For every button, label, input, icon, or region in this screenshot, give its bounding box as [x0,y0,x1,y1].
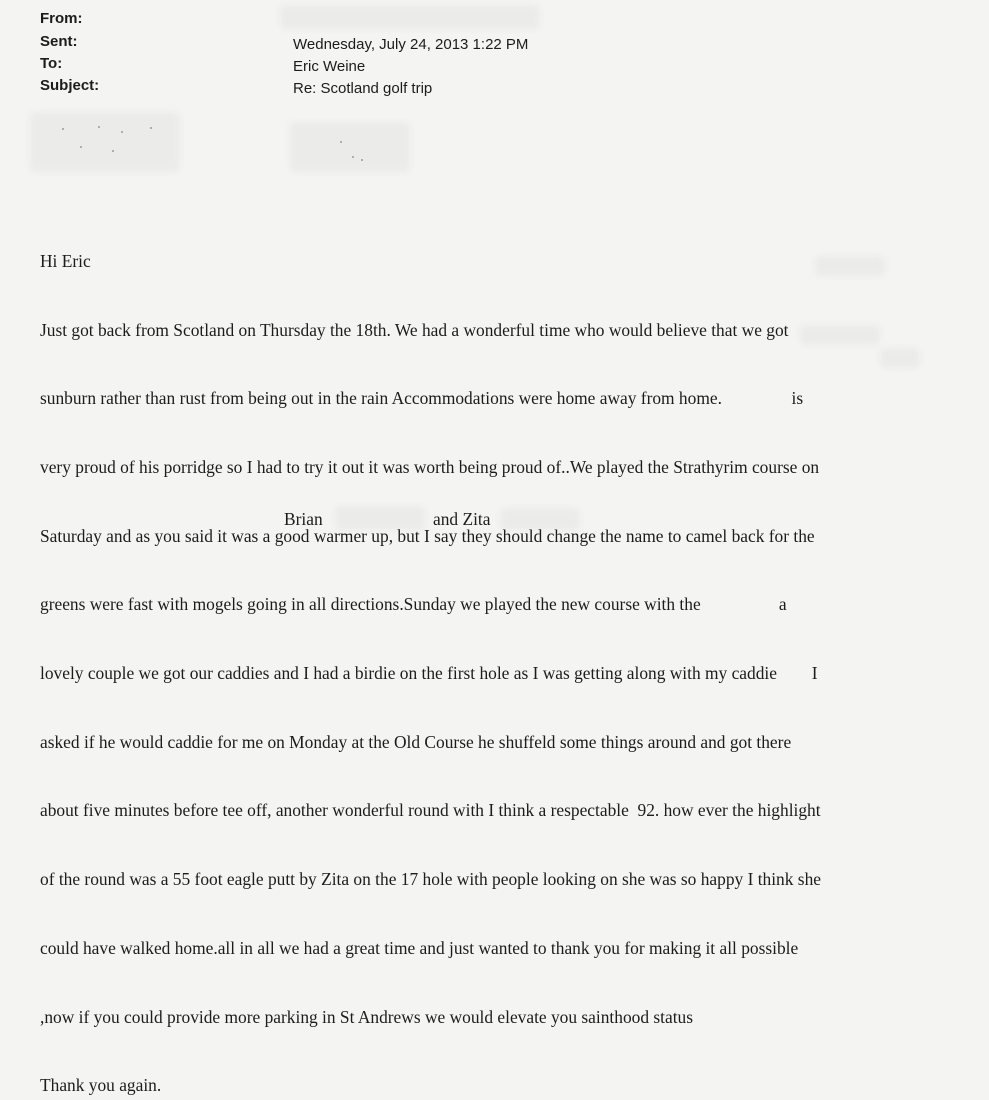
signature-second-name: and Zita [433,509,491,529]
body-line: very proud of his porridge so I had to try it out it was worth being proud of..We played the Strathyrim course on [40,456,820,477]
body-line: about five minutes before tee off, another wonderful round with I think a respectable 92. how ever the highlight [40,800,821,821]
email-body [40,204,970,1100]
redacted-address-block-right [290,122,410,172]
body-line: sunburn rather than rust from being out in the rain Accommodations were home away from home. is [40,388,804,409]
sent-value: Wednesday, July 24, 2013 1:22 PM [293,36,529,53]
to-label: To: [40,55,63,72]
body-line: Thank you again. [40,1075,162,1096]
body-line: ,now if you could provide more parking in St Andrews we would elevate you sainthood status [40,1006,694,1027]
to-value: Eric Weine [293,58,366,75]
body-line: Just got back from Scotland on Thursday the 18th. We had a wonderful time who would believe that we got [40,319,789,340]
body-line: lovely couple we got our caddies and I had a birdie on the first hole as I was getting along with my caddie I [40,663,818,684]
body-line: asked if he would caddie for me on Monday at the Old Course he shuffeld some things around and got there [40,731,792,752]
subject-value: Re: Scotland golf trip [293,80,433,97]
redacted-address-block-left [30,112,180,172]
body-line: could have walked home.all in all we had a great time and just wanted to thank you for making it all possible [40,937,799,958]
body-line: greens were fast with mogels going in all directions.Sunday we played the new course with the a [40,594,787,615]
body-line: Hi Eric [40,250,91,271]
subject-label: Subject: [40,77,100,94]
body-line: of the round was a 55 foot eagle putt by Zita on the 17 hole with people looking on she was so happy I think she [40,869,821,890]
sent-label: Sent: [40,33,78,50]
signature-first-name: Brian [284,509,323,529]
from-label: From: [40,10,83,27]
redacted-sender [280,5,540,29]
body-line: Saturday and as you said it was a good warmer up, but I say they should change the name to camel back for the [40,525,815,546]
